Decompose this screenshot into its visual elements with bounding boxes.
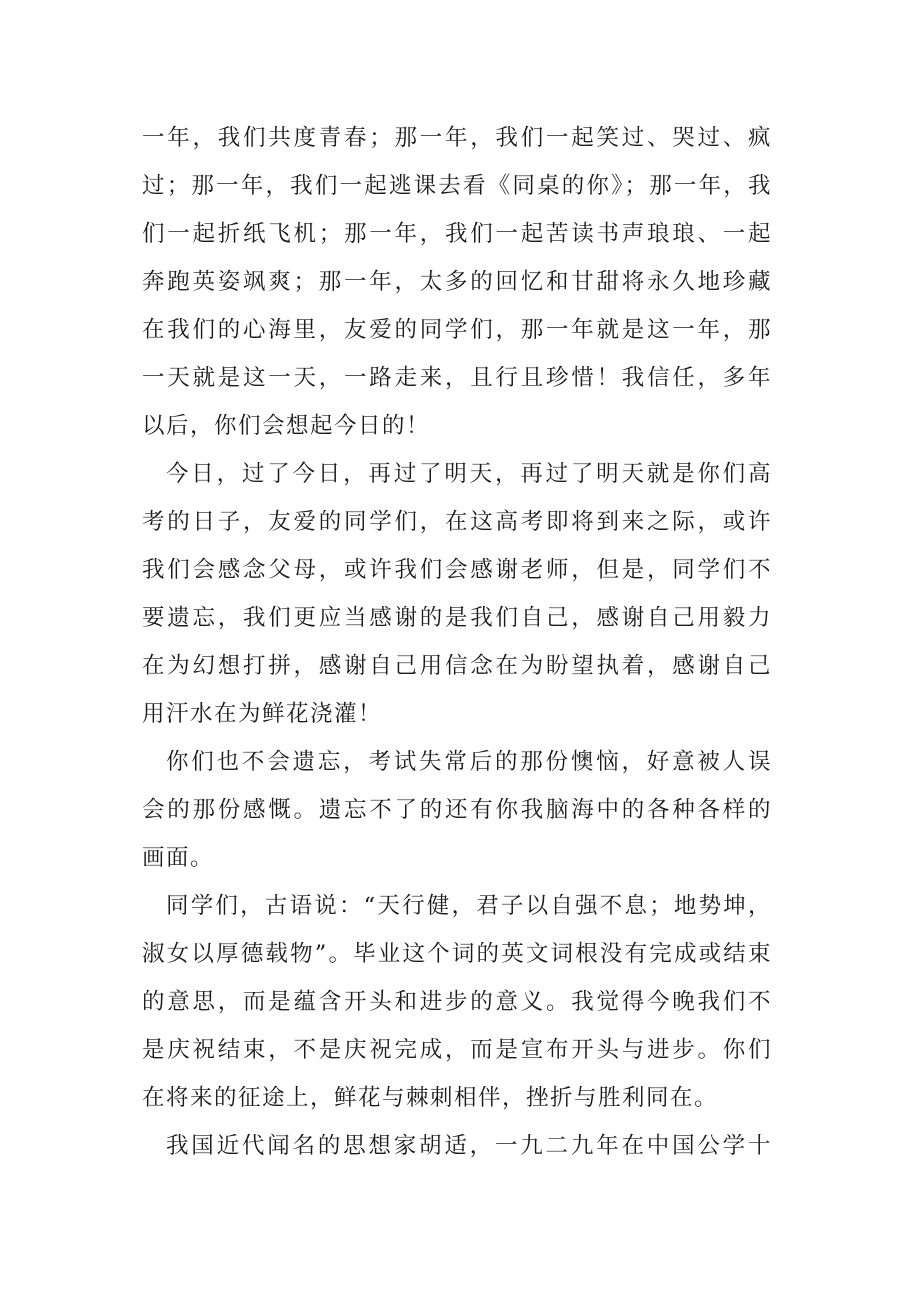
text-line: 在将来的征途上，鲜花与棘刺相伴，挫折与胜利同在。 <box>142 1085 719 1111</box>
text-line: 画面。 <box>142 845 215 871</box>
text-line: 今日，过了今日，再过了明天，再过了明天就是你们高 <box>166 461 772 487</box>
text-line: 同学们，古语说：“天行健，君子以自强不息；地势坤， <box>166 893 772 919</box>
text-line: 用汗水在为鲜花浇灌！ <box>142 701 383 727</box>
text-line: 我国近代闻名的思想家胡适，一九二九年在中国公学十 <box>166 1133 772 1159</box>
text-line: 会的那份感慨。遗忘不了的还有你我脑海中的各种各样的 <box>142 797 772 823</box>
text-line: 要遗忘，我们更应当感谢的是我们自己，感谢自己用毅力 <box>142 605 772 631</box>
text-line: 考的日子，友爱的同学们，在这高考即将到来之际，或许 <box>142 509 772 535</box>
text-line: 我们会感念父母，或许我们会感谢老师，但是，同学们不 <box>142 557 772 583</box>
text-line: 淑女以厚德载物”。毕业这个词的英文词根没有完成或结束 <box>142 941 772 967</box>
text-line: 在我们的心海里，友爱的同学们，那一年就是这一年，那 <box>142 317 772 343</box>
text-line: 们一起折纸飞机；那一年，我们一起苦读书声琅琅、一起 <box>142 221 772 247</box>
text-line: 你们也不会遗忘，考试失常后的那份懊恼，好意被人误 <box>166 749 772 775</box>
document-body <box>142 114 772 1170</box>
text-line: 过；那一年，我们一起逃课去看《同桌的你》；那一年，我 <box>142 173 772 199</box>
text-line: 以后，你们会想起今日的！ <box>142 413 431 439</box>
text-line: 的意思，而是蕴含开头和进步的意义。我觉得今晚我们不 <box>142 989 772 1015</box>
text-line: 一天就是这一天，一路走来，且行且珍惜！我信任，多年 <box>142 365 772 391</box>
text-line: 是庆祝结束，不是庆祝完成，而是宣布开头与进步。你们 <box>142 1037 772 1063</box>
text-line: 一年，我们共度青春；那一年，我们一起笑过、哭过、疯 <box>142 125 772 151</box>
text-line: 奔跑英姿飒爽；那一年，太多的回忆和甘甜将永久地珍藏 <box>142 269 772 295</box>
text-line: 在为幻想打拼，感谢自己用信念在为盼望执着，感谢自己 <box>142 653 772 679</box>
